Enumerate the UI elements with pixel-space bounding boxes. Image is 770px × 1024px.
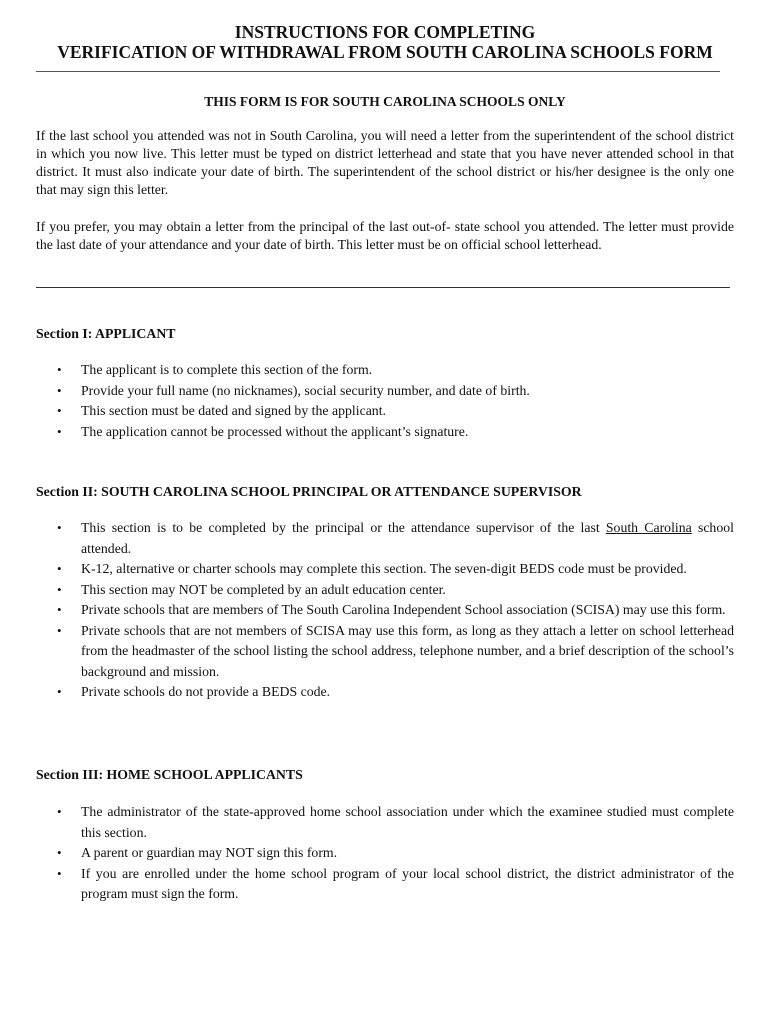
list-item: • Private schools that are not members of SCISA may use this form, as long as they attach a letter on school letterhead from the headmaster of the school listing the school address, telephone number, and a brief description of the school’s background and mission. (57, 622, 734, 679)
section-2-list (36, 518, 734, 703)
bullet-icon: • (57, 362, 62, 377)
list-item: • Private schools that are members of The South Carolina Independent School association (SCISA) may use this form. (36, 600, 734, 621)
bullet-icon: • (57, 382, 62, 398)
list-item: • K-12, alternative or charter schools may complete this section. The seven-digit BEDS code must be provided. (36, 559, 734, 580)
section-3-heading: Section III: HOME SCHOOL APPLICANTS (36, 767, 303, 782)
list-item: • This section is to be completed by the principal or the attendance supervisor of the last South Carolina school attended. (57, 520, 734, 556)
bullet-icon: • (57, 520, 62, 535)
section-3-list (36, 802, 734, 905)
list-item: • This section must be dated and signed by the applicant. (36, 401, 734, 422)
bullet-icon: • (57, 804, 62, 819)
south-carolina-underlined: South Carolina (605, 520, 692, 535)
section-1-heading: Section I: APPLICANT (36, 326, 176, 341)
bullet-icon: • (57, 561, 62, 576)
bullet-icon: • (57, 423, 62, 439)
intro-paragraph-1: If the last school you attended was not in South Carolina, you will need a letter from the superintendent of the school district in which you now live. This letter must be typed on district letterhead and state that you have never attended school in that district. It must also indicate your date of birth. The superintendent of the school district or his/her designee is the only one that may sign this letter. (36, 128, 734, 197)
list-item: • A parent or guardian may NOT sign this form. (36, 843, 734, 864)
section-1-list (36, 360, 734, 442)
bullet-icon: • (57, 622, 62, 638)
list-item: • The administrator of the state-approved home school association under which the examinee studied must complete this section. (57, 804, 734, 840)
section-divider (36, 287, 730, 288)
list-item: • Provide your full name (no nicknames), social security number, and date of birth. (36, 381, 734, 402)
list-item: • The application cannot be processed without the applicant’s signature. (36, 422, 734, 443)
list-item: • If you are enrolled under the home school program of your local school district, the district administrator of the program must sign the form. (57, 865, 734, 901)
bullet-icon: • (57, 581, 62, 597)
section-2-heading: Section II: SOUTH CAROLINA SCHOOL PRINCIPAL OR ATTENDANCE SUPERVISOR (36, 484, 582, 499)
title-divider (36, 71, 720, 72)
intro-paragraph-2: If you prefer, you may obtain a letter from the principal of the last out-of- state school you attended. The letter must provide the last date of your attendance and your date of birth. This letter must be on official school letterhead. (36, 219, 734, 252)
page-subtitle: THIS FORM IS FOR SOUTH CAROLINA SCHOOLS ONLY (204, 94, 566, 109)
bullet-icon: • (57, 845, 62, 860)
page-title-line-2: VERIFICATION OF WITHDRAWAL FROM SOUTH CAROLINA SCHOOLS FORM (57, 42, 713, 62)
page-title-line-1: INSTRUCTIONS FOR COMPLETING (234, 22, 536, 42)
bullet-icon: • (57, 403, 62, 418)
list-item: • This section may NOT be completed by an adult education center. (36, 580, 734, 601)
list-item: • The applicant is to complete this section of the form. (36, 360, 734, 381)
bullet-icon: • (57, 684, 62, 699)
bullet-icon: • (57, 602, 62, 617)
bullet-icon: • (57, 865, 62, 881)
list-item: • Private schools do not provide a BEDS code. (36, 682, 734, 703)
